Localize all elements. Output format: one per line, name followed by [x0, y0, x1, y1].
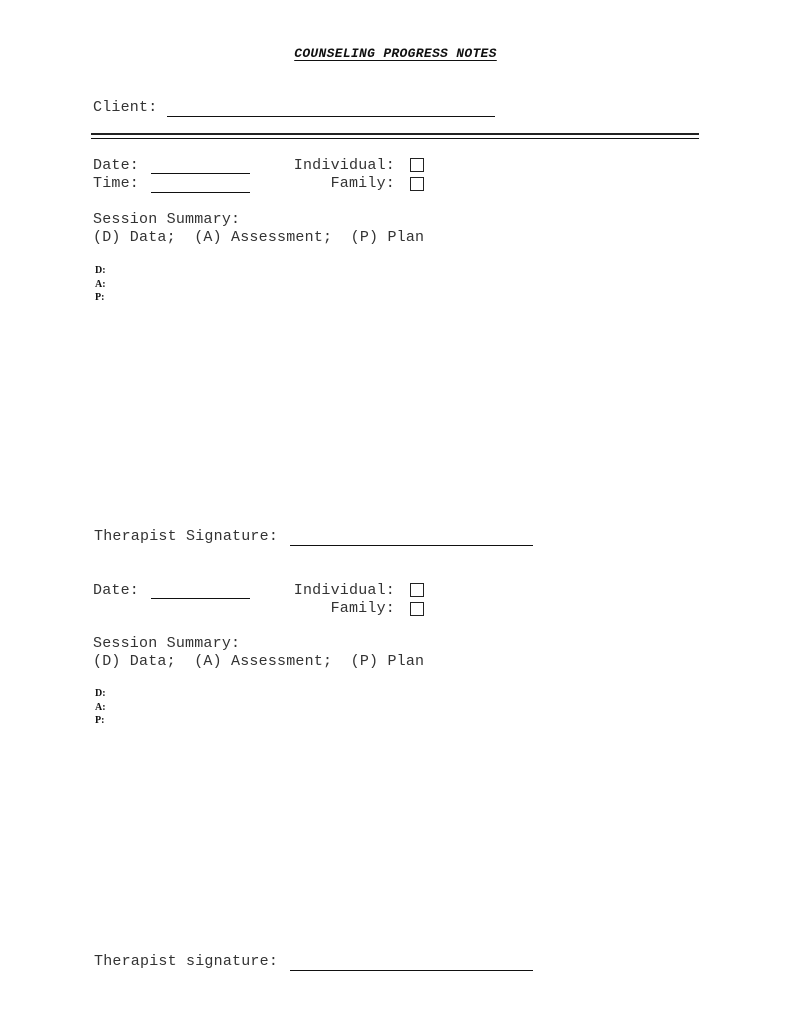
entry1-signature-field[interactable]: [290, 545, 533, 546]
entry1-family-checkbox[interactable]: [410, 177, 424, 191]
entry1-date-field[interactable]: [151, 173, 250, 174]
entry2-signature-field[interactable]: [290, 970, 533, 971]
entry2-p-label: P:: [95, 715, 105, 726]
entry2-family-checkbox[interactable]: [410, 602, 424, 616]
entry1-summary-heading: Session Summary:: [93, 211, 241, 228]
entry2-date-label: Date:: [93, 582, 140, 599]
entry1-individual-checkbox[interactable]: [410, 158, 424, 172]
divider-rule-top: [91, 133, 699, 135]
entry2-individual-checkbox[interactable]: [410, 583, 424, 597]
client-label: Client:: [93, 99, 158, 116]
divider-rule-bottom: [91, 138, 699, 139]
entry1-individual-label: Individual:: [293, 157, 395, 174]
entry2-d-label: D:: [95, 688, 106, 699]
entry2-signature-label: Therapist signature:: [94, 953, 279, 970]
entry2-a-label: A:: [95, 702, 106, 713]
entry1-a-label: A:: [95, 279, 106, 290]
entry2-individual-label: Individual:: [293, 582, 395, 599]
entry1-time-label: Time:: [93, 175, 140, 192]
entry1-signature-label: Therapist Signature:: [94, 528, 279, 545]
entry2-summary-key: (D) Data; (A) Assessment; (P) Plan: [93, 653, 425, 670]
entry1-summary-key: (D) Data; (A) Assessment; (P) Plan: [93, 229, 425, 246]
entry2-date-field[interactable]: [151, 598, 250, 599]
entry1-time-field[interactable]: [151, 192, 250, 193]
entry2-summary-heading: Session Summary:: [93, 635, 241, 652]
page-title: COUNSELING PROGRESS NOTES: [294, 46, 497, 61]
entry1-p-label: P:: [95, 292, 105, 303]
entry2-family-label: Family:: [330, 600, 395, 617]
entry1-date-label: Date:: [93, 157, 140, 174]
entry1-family-label: Family:: [330, 175, 395, 192]
client-field[interactable]: [167, 116, 495, 117]
entry1-d-label: D:: [95, 265, 106, 276]
